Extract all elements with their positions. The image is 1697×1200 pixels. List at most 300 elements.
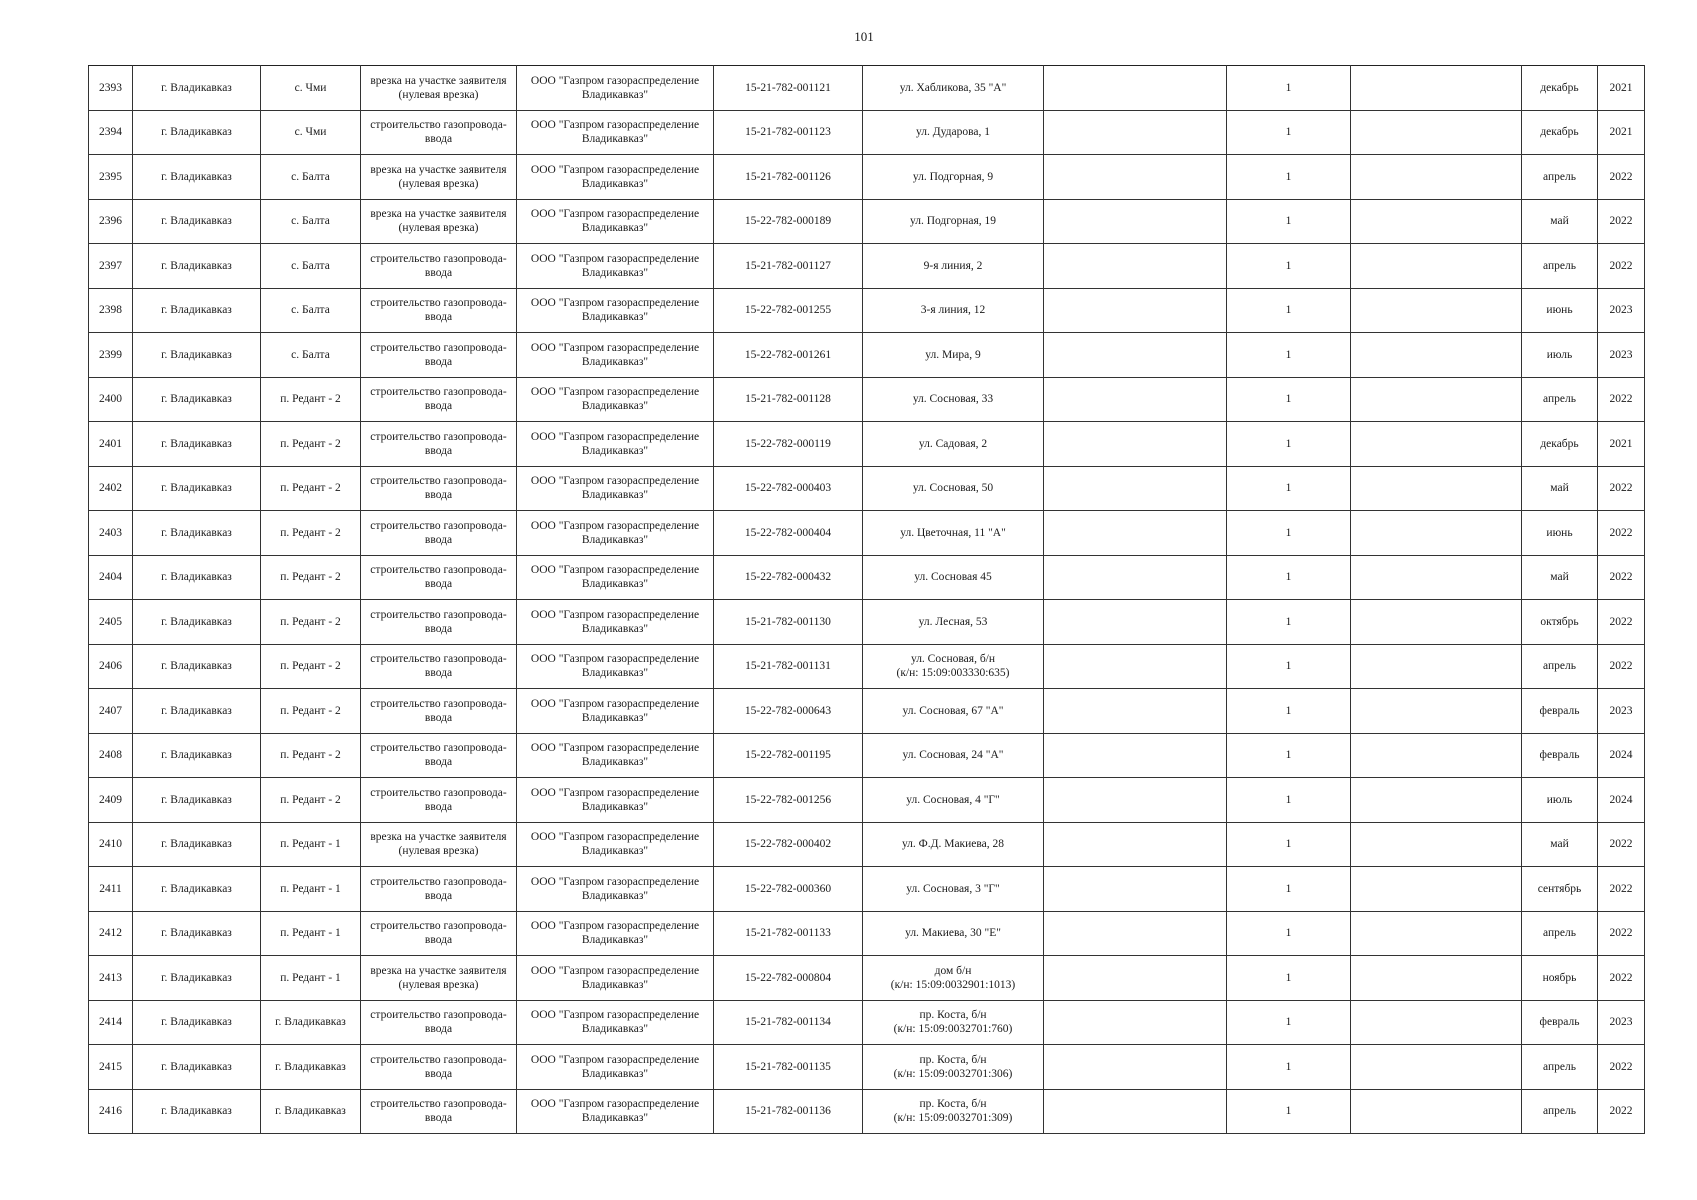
- year-cell: 2022: [1598, 911, 1645, 956]
- work-type-line: ввода: [424, 133, 453, 146]
- month-cell: апрель: [1522, 644, 1598, 689]
- empty-cell: [1351, 155, 1522, 200]
- address-line: ул. Мира, 9: [925, 348, 981, 361]
- district-cell: г. Владикавказ: [133, 867, 261, 912]
- address-line: ул. Дударова, 1: [916, 126, 990, 139]
- organization-line: Владикавказ": [581, 934, 649, 947]
- organization-cell: [517, 466, 714, 511]
- address-line: ул. Сосновая, 67 "А": [902, 704, 1004, 717]
- settlement-cell: п. Редант - 2: [261, 422, 361, 467]
- month-cell: декабрь: [1522, 110, 1598, 155]
- empty-cell: [1044, 733, 1227, 778]
- organization-cell: [517, 822, 714, 867]
- organization-cell: [517, 66, 714, 111]
- district-cell: г. Владикавказ: [133, 822, 261, 867]
- table-row: [89, 244, 1645, 289]
- address-line: (к/н: 15:09:0032701:306): [893, 1067, 1013, 1080]
- work-type-cell: [361, 822, 517, 867]
- contract-number-cell: 15-21-782-001128: [714, 377, 863, 422]
- work-type-line: строительство газопровода-: [370, 519, 507, 532]
- quantity-cell: 1: [1227, 110, 1351, 155]
- work-type-line: строительство газопровода-: [370, 875, 507, 888]
- contract-number-cell: 15-22-782-001255: [714, 288, 863, 333]
- table-row: [89, 288, 1645, 333]
- table-row: [89, 377, 1645, 422]
- address-cell: [863, 822, 1044, 867]
- district-cell: г. Владикавказ: [133, 911, 261, 956]
- district-cell: г. Владикавказ: [133, 466, 261, 511]
- quantity-cell: 1: [1227, 1000, 1351, 1045]
- month-cell: ноябрь: [1522, 956, 1598, 1001]
- row-number-cell: 2409: [89, 778, 133, 823]
- empty-cell: [1351, 911, 1522, 956]
- organization-cell: [517, 422, 714, 467]
- quantity-cell: 1: [1227, 555, 1351, 600]
- table-row: [89, 555, 1645, 600]
- table-row: [89, 1045, 1645, 1090]
- empty-cell: [1351, 778, 1522, 823]
- empty-cell: [1351, 110, 1522, 155]
- settlement-cell: п. Редант - 2: [261, 555, 361, 600]
- work-type-line: строительство газопровода-: [370, 564, 507, 577]
- work-type-cell: [361, 778, 517, 823]
- month-cell: май: [1522, 822, 1598, 867]
- work-type-line: строительство газопровода-: [370, 1009, 507, 1022]
- settlement-cell: п. Редант - 2: [261, 778, 361, 823]
- work-type-line: строительство газопровода-: [370, 653, 507, 666]
- year-cell: 2022: [1598, 956, 1645, 1001]
- address-line: ул. Сосновая, 3 "Г": [906, 882, 1000, 895]
- organization-line: ООО "Газпром газораспределение: [530, 742, 700, 755]
- address-line: (к/н: 15:09:0032901:1013): [890, 978, 1016, 991]
- settlement-cell: п. Редант - 1: [261, 911, 361, 956]
- district-cell: г. Владикавказ: [133, 1089, 261, 1134]
- work-type-line: ввода: [424, 1023, 453, 1036]
- contract-number-cell: 15-22-782-000189: [714, 199, 863, 244]
- work-type-cell: [361, 956, 517, 1001]
- organization-cell: [517, 511, 714, 556]
- quantity-cell: 1: [1227, 778, 1351, 823]
- settlement-cell: п. Редант - 1: [261, 822, 361, 867]
- empty-cell: [1044, 778, 1227, 823]
- organization-cell: [517, 1000, 714, 1045]
- empty-cell: [1044, 511, 1227, 556]
- organization-cell: [517, 288, 714, 333]
- contract-number-cell: 15-22-782-000643: [714, 689, 863, 734]
- table-row: [89, 466, 1645, 511]
- settlement-cell: п. Редант - 2: [261, 511, 361, 556]
- address-cell: [863, 644, 1044, 689]
- address-line: ул. Сосновая 45: [914, 571, 992, 584]
- row-number-cell: 2405: [89, 600, 133, 645]
- work-type-line: ввода: [424, 756, 453, 769]
- organization-line: Владикавказ": [581, 489, 649, 502]
- empty-cell: [1044, 689, 1227, 734]
- organization-cell: [517, 377, 714, 422]
- month-cell: декабрь: [1522, 422, 1598, 467]
- row-number-cell: 2408: [89, 733, 133, 778]
- month-cell: май: [1522, 555, 1598, 600]
- contract-number-cell: 15-21-782-001134: [714, 1000, 863, 1045]
- contract-number-cell: 15-22-782-000402: [714, 822, 863, 867]
- district-cell: г. Владикавказ: [133, 644, 261, 689]
- settlement-cell: п. Редант - 1: [261, 867, 361, 912]
- month-cell: апрель: [1522, 377, 1598, 422]
- address-cell: [863, 422, 1044, 467]
- work-type-line: врезка на участке заявителя: [370, 831, 507, 844]
- row-number-cell: 2411: [89, 867, 133, 912]
- address-line: ул. Подгорная, 9: [912, 170, 994, 183]
- empty-cell: [1044, 466, 1227, 511]
- organization-line: ООО "Газпром газораспределение: [530, 341, 700, 354]
- organization-cell: [517, 199, 714, 244]
- month-cell: май: [1522, 199, 1598, 244]
- organization-cell: [517, 600, 714, 645]
- organization-line: ООО "Газпром газораспределение: [530, 252, 700, 265]
- address-line: ул. Лесная, 53: [918, 615, 988, 628]
- table-row: [89, 333, 1645, 378]
- work-type-line: строительство газопровода-: [370, 742, 507, 755]
- address-line: ул. Макиева, 30 "Е": [905, 927, 1001, 940]
- district-cell: г. Владикавказ: [133, 1045, 261, 1090]
- address-cell: [863, 288, 1044, 333]
- address-cell: [863, 600, 1044, 645]
- organization-line: Владикавказ": [581, 177, 649, 190]
- month-cell: декабрь: [1522, 66, 1598, 111]
- empty-cell: [1351, 1045, 1522, 1090]
- work-type-cell: [361, 466, 517, 511]
- organization-cell: [517, 644, 714, 689]
- organization-line: ООО "Газпром газораспределение: [530, 1053, 700, 1066]
- work-type-line: врезка на участке заявителя: [370, 163, 507, 176]
- address-cell: [863, 1045, 1044, 1090]
- empty-cell: [1351, 822, 1522, 867]
- empty-cell: [1351, 66, 1522, 111]
- empty-cell: [1044, 911, 1227, 956]
- organization-line: ООО "Газпром газораспределение: [530, 1098, 700, 1111]
- contract-number-cell: 15-21-782-001126: [714, 155, 863, 200]
- settlement-cell: г. Владикавказ: [261, 1089, 361, 1134]
- organization-line: Владикавказ": [581, 222, 649, 235]
- address-line: ул. Сосновая, 24 "А": [902, 749, 1004, 762]
- address-line: ул. Садовая, 2: [918, 437, 988, 450]
- district-cell: г. Владикавказ: [133, 244, 261, 289]
- table-row: [89, 155, 1645, 200]
- settlement-cell: с. Балта: [261, 244, 361, 289]
- work-type-cell: [361, 733, 517, 778]
- work-type-line: строительство газопровода-: [370, 430, 507, 443]
- address-cell: [863, 333, 1044, 378]
- year-cell: 2021: [1598, 110, 1645, 155]
- organization-line: ООО "Газпром газораспределение: [530, 386, 700, 399]
- address-cell: [863, 466, 1044, 511]
- quantity-cell: 1: [1227, 733, 1351, 778]
- empty-cell: [1044, 110, 1227, 155]
- month-cell: апрель: [1522, 911, 1598, 956]
- contract-number-cell: 15-21-782-001130: [714, 600, 863, 645]
- address-line: ул. Сосновая, б/н: [910, 653, 996, 666]
- organization-line: ООО "Газпром газораспределение: [530, 1009, 700, 1022]
- settlement-cell: г. Владикавказ: [261, 1045, 361, 1090]
- work-type-cell: [361, 867, 517, 912]
- work-type-cell: [361, 244, 517, 289]
- work-type-cell: [361, 1089, 517, 1134]
- row-number-cell: 2394: [89, 110, 133, 155]
- address-line: 9-я линия, 2: [923, 259, 983, 272]
- work-type-line: строительство газопровода-: [370, 475, 507, 488]
- organization-line: Владикавказ": [581, 266, 649, 279]
- work-type-line: ввода: [424, 266, 453, 279]
- row-number-cell: 2407: [89, 689, 133, 734]
- organization-line: Владикавказ": [581, 311, 649, 324]
- district-cell: г. Владикавказ: [133, 333, 261, 378]
- empty-cell: [1351, 1089, 1522, 1134]
- address-cell: [863, 689, 1044, 734]
- organization-line: Владикавказ": [581, 444, 649, 457]
- year-cell: 2022: [1598, 600, 1645, 645]
- settlement-cell: п. Редант - 2: [261, 644, 361, 689]
- work-type-line: строительство газопровода-: [370, 386, 507, 399]
- address-line: ул. Подгорная, 19: [909, 215, 997, 228]
- address-line: пр. Коста, б/н: [919, 1053, 987, 1066]
- organization-line: ООО "Газпром газораспределение: [530, 208, 700, 221]
- year-cell: 2021: [1598, 422, 1645, 467]
- empty-cell: [1044, 822, 1227, 867]
- address-cell: [863, 555, 1044, 600]
- settlement-cell: с. Балта: [261, 333, 361, 378]
- quantity-cell: 1: [1227, 199, 1351, 244]
- organization-cell: [517, 689, 714, 734]
- organization-line: Владикавказ": [581, 533, 649, 546]
- organization-line: ООО "Газпром газораспределение: [530, 831, 700, 844]
- organization-line: Владикавказ": [581, 355, 649, 368]
- address-line: дом б/н: [934, 964, 972, 977]
- settlement-cell: с. Балта: [261, 199, 361, 244]
- settlement-cell: с. Чми: [261, 110, 361, 155]
- table-row: [89, 689, 1645, 734]
- quantity-cell: 1: [1227, 377, 1351, 422]
- district-cell: г. Владикавказ: [133, 555, 261, 600]
- address-cell: [863, 244, 1044, 289]
- empty-cell: [1044, 956, 1227, 1001]
- work-type-cell: [361, 333, 517, 378]
- table-row: [89, 66, 1645, 111]
- address-line: ул. Цветочная, 11 "А": [900, 526, 1006, 539]
- address-line: 3-я линия, 12: [920, 304, 986, 317]
- row-number-cell: 2400: [89, 377, 133, 422]
- organization-cell: [517, 956, 714, 1001]
- organization-cell: [517, 1045, 714, 1090]
- organization-line: Владикавказ": [581, 800, 649, 813]
- row-number-cell: 2416: [89, 1089, 133, 1134]
- work-type-line: ввода: [424, 889, 453, 902]
- quantity-cell: 1: [1227, 1045, 1351, 1090]
- quantity-cell: 1: [1227, 244, 1351, 289]
- organization-line: ООО "Газпром газораспределение: [530, 519, 700, 532]
- quantity-cell: 1: [1227, 466, 1351, 511]
- empty-cell: [1044, 1089, 1227, 1134]
- quantity-cell: 1: [1227, 956, 1351, 1001]
- work-type-cell: [361, 199, 517, 244]
- row-number-cell: 2406: [89, 644, 133, 689]
- work-type-line: ввода: [424, 400, 453, 413]
- row-number-cell: 2403: [89, 511, 133, 556]
- address-line: (к/н: 15:09:0032701:309): [893, 1112, 1013, 1125]
- address-line: пр. Коста, б/н: [919, 1009, 987, 1022]
- table-row: [89, 644, 1645, 689]
- organization-line: ООО "Газпром газораспределение: [530, 964, 700, 977]
- organization-line: ООО "Газпром газораспределение: [530, 875, 700, 888]
- row-number-cell: 2415: [89, 1045, 133, 1090]
- month-cell: февраль: [1522, 1000, 1598, 1045]
- work-type-line: ввода: [424, 489, 453, 502]
- organization-line: ООО "Газпром газораспределение: [530, 564, 700, 577]
- settlement-cell: п. Редант - 2: [261, 377, 361, 422]
- month-cell: апрель: [1522, 155, 1598, 200]
- row-number-cell: 2397: [89, 244, 133, 289]
- table-row: [89, 1000, 1645, 1045]
- empty-cell: [1044, 1000, 1227, 1045]
- address-cell: [863, 911, 1044, 956]
- organization-line: ООО "Газпром газораспределение: [530, 608, 700, 621]
- address-cell: [863, 867, 1044, 912]
- year-cell: 2022: [1598, 377, 1645, 422]
- settlement-cell: п. Редант - 1: [261, 956, 361, 1001]
- table-row: [89, 822, 1645, 867]
- contract-number-cell: 15-21-782-001127: [714, 244, 863, 289]
- work-type-cell: [361, 110, 517, 155]
- empty-cell: [1351, 689, 1522, 734]
- contract-number-cell: 15-21-782-001133: [714, 911, 863, 956]
- empty-cell: [1044, 66, 1227, 111]
- work-type-cell: [361, 644, 517, 689]
- district-cell: г. Владикавказ: [133, 1000, 261, 1045]
- work-type-line: ввода: [424, 711, 453, 724]
- district-cell: г. Владикавказ: [133, 66, 261, 111]
- organization-line: Владикавказ": [581, 88, 649, 101]
- district-cell: г. Владикавказ: [133, 155, 261, 200]
- row-number-cell: 2395: [89, 155, 133, 200]
- address-cell: [863, 199, 1044, 244]
- row-number-cell: 2413: [89, 956, 133, 1001]
- contract-number-cell: 15-21-782-001131: [714, 644, 863, 689]
- empty-cell: [1351, 199, 1522, 244]
- year-cell: 2023: [1598, 333, 1645, 378]
- empty-cell: [1351, 600, 1522, 645]
- row-number-cell: 2393: [89, 66, 133, 111]
- address-cell: [863, 778, 1044, 823]
- work-type-cell: [361, 1045, 517, 1090]
- quantity-cell: 1: [1227, 155, 1351, 200]
- empty-cell: [1044, 555, 1227, 600]
- organization-line: ООО "Газпром газораспределение: [530, 920, 700, 933]
- organization-line: Владикавказ": [581, 1112, 649, 1125]
- table-row: [89, 422, 1645, 467]
- quantity-cell: 1: [1227, 911, 1351, 956]
- address-cell: [863, 110, 1044, 155]
- address-line: пр. Коста, б/н: [919, 1098, 987, 1111]
- work-type-line: ввода: [424, 800, 453, 813]
- quantity-cell: 1: [1227, 867, 1351, 912]
- organization-line: ООО "Газпром газораспределение: [530, 119, 700, 132]
- work-type-line: ввода: [424, 1112, 453, 1125]
- month-cell: май: [1522, 466, 1598, 511]
- settlement-cell: с. Балта: [261, 288, 361, 333]
- address-line: (к/н: 15:09:0032701:760): [893, 1023, 1013, 1036]
- year-cell: 2021: [1598, 66, 1645, 111]
- organization-line: ООО "Газпром газораспределение: [530, 163, 700, 176]
- address-cell: [863, 377, 1044, 422]
- row-number-cell: 2410: [89, 822, 133, 867]
- year-cell: 2022: [1598, 466, 1645, 511]
- work-type-line: (нулевая врезка): [398, 177, 479, 190]
- organization-cell: [517, 733, 714, 778]
- organization-line: ООО "Газпром газораспределение: [530, 74, 700, 87]
- year-cell: 2022: [1598, 644, 1645, 689]
- table-row: [89, 956, 1645, 1001]
- month-cell: апрель: [1522, 244, 1598, 289]
- organization-line: Владикавказ": [581, 889, 649, 902]
- work-type-line: (нулевая врезка): [398, 88, 479, 101]
- empty-cell: [1351, 733, 1522, 778]
- district-cell: г. Владикавказ: [133, 956, 261, 1001]
- empty-cell: [1044, 377, 1227, 422]
- work-type-line: строительство газопровода-: [370, 1053, 507, 1066]
- work-type-line: строительство газопровода-: [370, 697, 507, 710]
- contract-number-cell: 15-22-782-000804: [714, 956, 863, 1001]
- empty-cell: [1351, 466, 1522, 511]
- organization-line: Владикавказ": [581, 133, 649, 146]
- row-number-cell: 2404: [89, 555, 133, 600]
- row-number-cell: 2398: [89, 288, 133, 333]
- empty-cell: [1044, 600, 1227, 645]
- organization-cell: [517, 1089, 714, 1134]
- row-number-cell: 2402: [89, 466, 133, 511]
- month-cell: сентябрь: [1522, 867, 1598, 912]
- quantity-cell: 1: [1227, 822, 1351, 867]
- district-cell: г. Владикавказ: [133, 110, 261, 155]
- work-type-line: строительство газопровода-: [370, 297, 507, 310]
- work-type-line: (нулевая врезка): [398, 978, 479, 991]
- contract-number-cell: 15-22-782-001195: [714, 733, 863, 778]
- organization-cell: [517, 778, 714, 823]
- district-cell: г. Владикавказ: [133, 199, 261, 244]
- organization-line: Владикавказ": [581, 667, 649, 680]
- address-cell: [863, 66, 1044, 111]
- work-type-cell: [361, 288, 517, 333]
- work-type-line: строительство газопровода-: [370, 119, 507, 132]
- work-type-line: строительство газопровода-: [370, 608, 507, 621]
- quantity-cell: 1: [1227, 511, 1351, 556]
- work-type-line: ввода: [424, 311, 453, 324]
- address-line: ул. Сосновая, 50: [912, 482, 994, 495]
- contract-number-cell: 15-21-782-001136: [714, 1089, 863, 1134]
- work-type-line: врезка на участке заявителя: [370, 964, 507, 977]
- address-cell: [863, 1089, 1044, 1134]
- district-cell: г. Владикавказ: [133, 511, 261, 556]
- empty-cell: [1044, 288, 1227, 333]
- address-line: ул. Сосновая, 33: [912, 393, 994, 406]
- district-cell: г. Владикавказ: [133, 600, 261, 645]
- settlement-cell: с. Балта: [261, 155, 361, 200]
- address-cell: [863, 511, 1044, 556]
- organization-line: ООО "Газпром газораспределение: [530, 475, 700, 488]
- year-cell: 2023: [1598, 689, 1645, 734]
- organization-cell: [517, 867, 714, 912]
- organization-line: Владикавказ": [581, 711, 649, 724]
- address-cell: [863, 733, 1044, 778]
- address-line: ул. Хабликова, 35 "А": [899, 81, 1007, 94]
